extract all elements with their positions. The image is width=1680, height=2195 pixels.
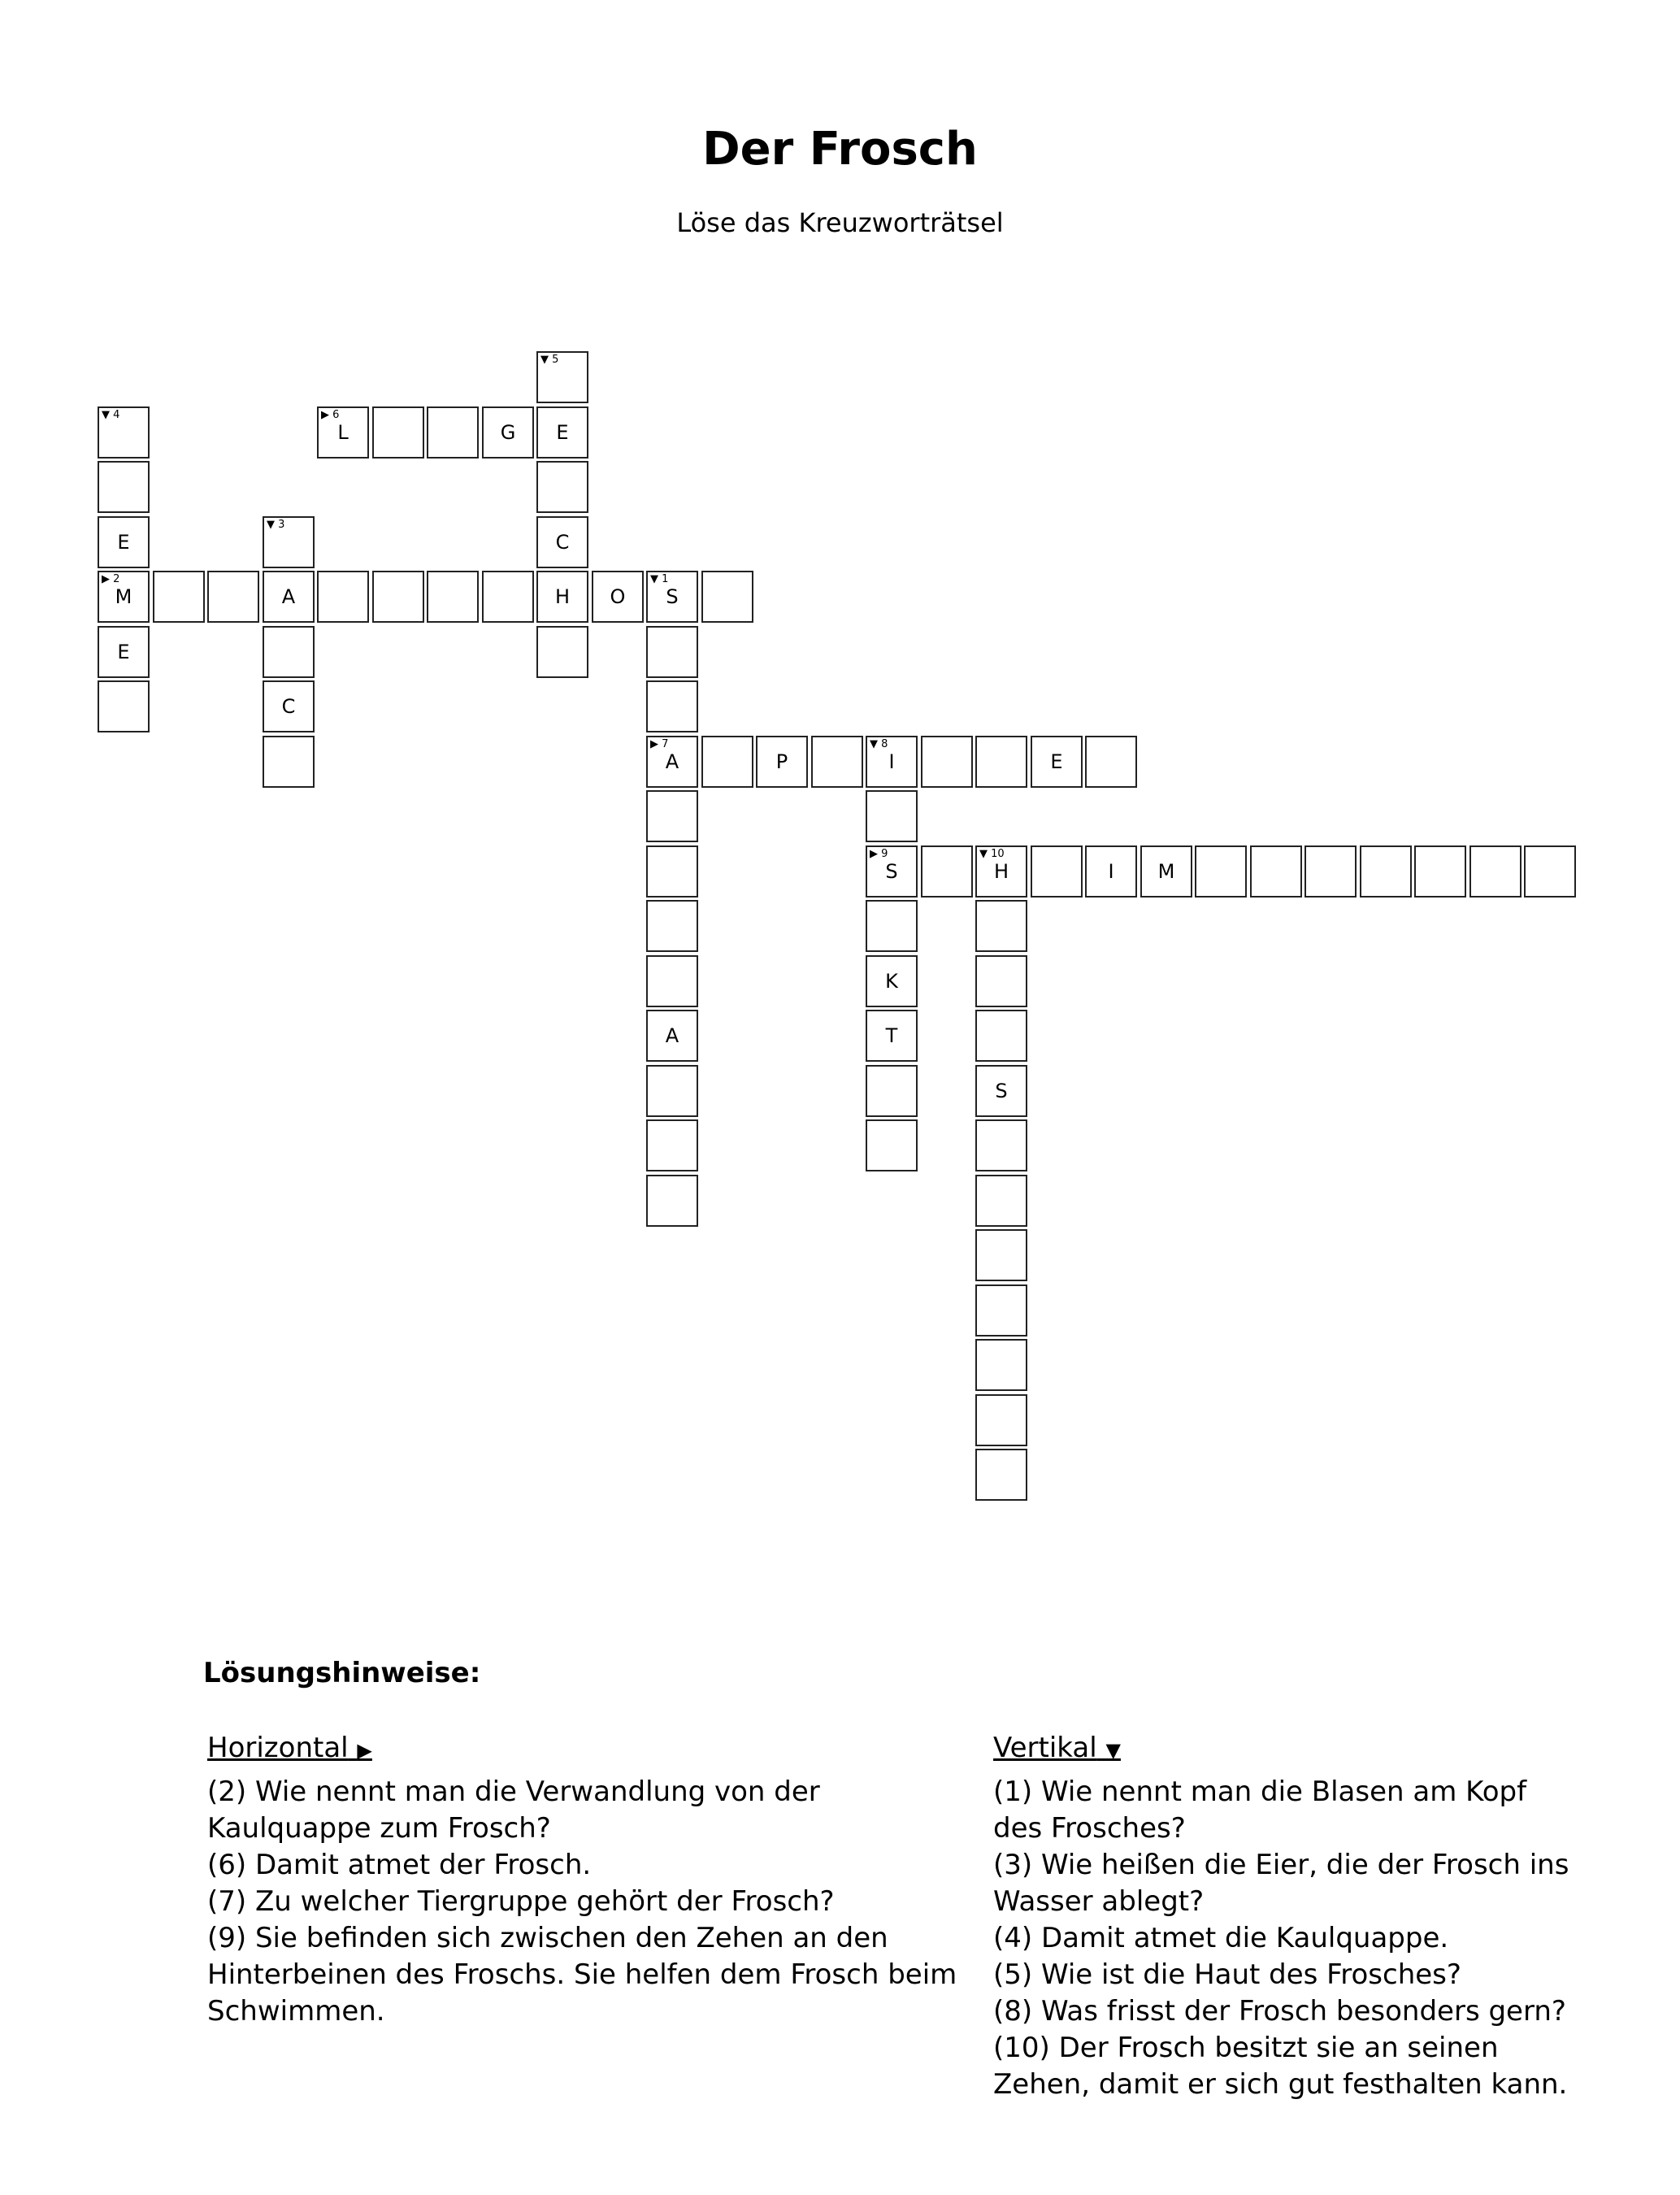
across-clues [207,1730,988,2030]
cell-letter: C [281,695,296,718]
clue-number: ▶ 6 [321,409,340,421]
down-arrow-icon: ▼ [1105,1739,1121,1762]
cell-letter: A [665,750,679,773]
clue-number: ▼ 4 [102,409,120,421]
crossword-cell[interactable] [98,626,150,678]
crossword-cell[interactable] [263,680,315,732]
cell-letter: O [610,585,626,608]
crossword-cell[interactable] [372,571,424,623]
down-clue: (8) Was frisst der Frosch besonders gern? [993,1995,1566,2028]
right-arrow-icon: ▶ [357,1739,372,1762]
crossword-cell[interactable] [1360,845,1412,898]
crossword-cell[interactable] [263,571,315,623]
crossword-cell[interactable] [975,736,1027,788]
crossword-cell[interactable] [98,406,150,459]
crossword-cell[interactable] [1414,845,1466,898]
cell-letter: M [1157,860,1175,883]
across-clue: (7) Zu welcher Tiergruppe gehört der Frosch? [207,1885,835,1918]
crossword-cell[interactable] [646,680,698,732]
crossword-cell[interactable] [975,1010,1027,1062]
crossword-cell[interactable] [372,406,424,459]
crossword-cell[interactable] [866,736,918,788]
crossword-cell[interactable] [975,1339,1027,1391]
crossword-cell[interactable] [592,571,644,623]
crossword-cell[interactable] [536,351,588,403]
crossword-cell[interactable] [866,900,918,952]
crossword-cell[interactable] [536,626,588,678]
cell-letter: I [1108,860,1114,883]
crossword-cell[interactable] [646,626,698,678]
cell-letter: E [117,531,130,554]
down-heading [993,1730,1578,1769]
across-clue: (9) Sie befinden sich zwischen den Zehen an den Hinterbeinen des Froschs. Sie helfen dem Frosch beim Schwimmen. [207,1922,957,2028]
cell-letter: S [885,860,898,883]
crossword-cell[interactable] [1031,736,1083,788]
crossword-cell[interactable] [1085,845,1137,898]
crossword-cell[interactable] [1524,845,1576,898]
crossword-cell[interactable] [975,900,1027,952]
clue-number: ▼ 1 [650,573,669,585]
crossword-cell[interactable] [536,516,588,568]
crossword-cell[interactable] [701,571,753,623]
crossword-cell[interactable] [975,1065,1027,1117]
crossword-cell[interactable] [646,736,698,788]
crossword-cell[interactable] [1031,845,1083,898]
cell-letter: K [885,970,898,993]
crossword-cell[interactable] [975,1284,1027,1337]
crossword-cell[interactable] [646,955,698,1007]
crossword-cell[interactable] [1195,845,1247,898]
crossword-cell[interactable] [98,461,150,513]
clue-number: ▼ 5 [540,354,559,366]
cell-letter: H [993,860,1009,883]
cell-letter: E [556,421,569,444]
crossword-cell[interactable] [263,626,315,678]
cell-letter: G [500,421,516,444]
crossword-cell[interactable] [317,571,369,623]
crossword-cell[interactable] [1250,845,1302,898]
crossword-cell[interactable] [866,955,918,1007]
crossword-cell[interactable] [975,1119,1027,1171]
crossword-cell[interactable] [263,736,315,788]
cell-letter: I [888,750,895,773]
cell-letter: H [554,585,571,608]
down-clue: (4) Damit atmet die Kaulquappe. [993,1922,1449,1954]
down-heading-label: Vertikal [993,1732,1097,1764]
down-clue: (3) Wie heißen die Eier, die der Frosch ins Wasser ablegt? [993,1849,1569,1918]
cell-letter: E [1050,750,1063,773]
down-clues [993,1730,1578,2103]
crossword-cell[interactable] [317,406,369,459]
crossword-cell[interactable] [427,406,479,459]
cell-letter: C [555,531,570,554]
hints-heading: Lösungshinweise: [203,1657,481,1689]
crossword-cell[interactable] [1304,845,1357,898]
clue-number: ▼ 10 [979,848,1005,860]
crossword-cell[interactable] [482,406,534,459]
crossword-cell[interactable] [921,845,973,898]
clue-number: ▶ 7 [650,738,669,750]
crossword-cell[interactable] [756,736,808,788]
crossword-cell[interactable] [536,571,588,623]
down-clue: (1) Wie nennt man die Blasen am Kopf des Frosches? [993,1776,1527,1845]
crossword-cell[interactable] [646,1065,698,1117]
cell-letter: A [281,585,296,608]
page-subtitle: Löse das Kreuzworträtsel [676,207,1004,238]
crossword-cell[interactable] [921,736,973,788]
across-clue: (6) Damit atmet der Frosch. [207,1849,592,1881]
cell-letter: P [775,750,788,773]
down-clue: (10) Der Frosch besitzt sie an seinen Zehen, damit er sich gut festhalten kann. [993,2032,1568,2101]
across-heading-label: Horizontal [207,1732,349,1764]
crossword-cell[interactable] [975,1394,1027,1446]
clue-number: ▼ 3 [267,519,285,531]
crossword-cell[interactable] [975,1175,1027,1227]
across-clue: (2) Wie nennt man die Verwandlung von der Kaulquappe zum Frosch? [207,1776,820,1845]
crossword-cell[interactable] [1469,845,1522,898]
crossword-cell[interactable] [646,571,698,623]
across-heading [207,1730,988,1769]
crossword-cell[interactable] [646,900,698,952]
crossword-cell[interactable] [153,571,205,623]
crossword-cell[interactable] [536,406,588,459]
clue-number: ▼ 8 [870,738,888,750]
crossword-cell[interactable] [98,516,150,568]
crossword-cell[interactable] [646,790,698,842]
crossword-cell[interactable] [482,571,534,623]
crossword-cell[interactable] [701,736,753,788]
cell-letter: L [337,421,349,444]
crossword-cell[interactable] [98,571,150,623]
crossword-cell[interactable] [427,571,479,623]
crossword-cell[interactable] [263,516,315,568]
cell-letter: S [666,585,679,608]
crossword-cell[interactable] [646,1175,698,1227]
crossword-cell[interactable] [866,1065,918,1117]
crossword-cell[interactable] [811,736,863,788]
crossword-cell[interactable] [646,845,698,898]
crossword-cell[interactable] [975,955,1027,1007]
cell-letter: A [665,1024,679,1047]
clue-number: ▶ 9 [870,848,888,860]
cell-letter: T [885,1024,898,1047]
cell-letter: E [117,641,130,663]
crossword-cell[interactable] [646,1010,698,1062]
crossword-cell[interactable] [975,1449,1027,1501]
crossword-cell[interactable] [975,845,1027,898]
clue-number: ▶ 2 [102,573,120,585]
crossword-cell[interactable] [1140,845,1192,898]
crossword-cell[interactable] [1085,736,1137,788]
crossword-cell[interactable] [646,1119,698,1171]
cell-letter: M [115,585,132,608]
crossword-cell[interactable] [536,461,588,513]
crossword-cell[interactable] [207,571,259,623]
crossword-cell[interactable] [866,790,918,842]
page-title: Der Frosch [702,123,978,176]
crossword-cell[interactable] [98,680,150,732]
crossword-cell[interactable] [975,1229,1027,1281]
cell-letter: S [995,1080,1008,1102]
down-clue: (5) Wie ist die Haut des Frosches? [993,1958,1461,1991]
crossword-cell[interactable] [866,1119,918,1171]
crossword-cell[interactable] [866,1010,918,1062]
crossword-cell[interactable] [866,845,918,898]
